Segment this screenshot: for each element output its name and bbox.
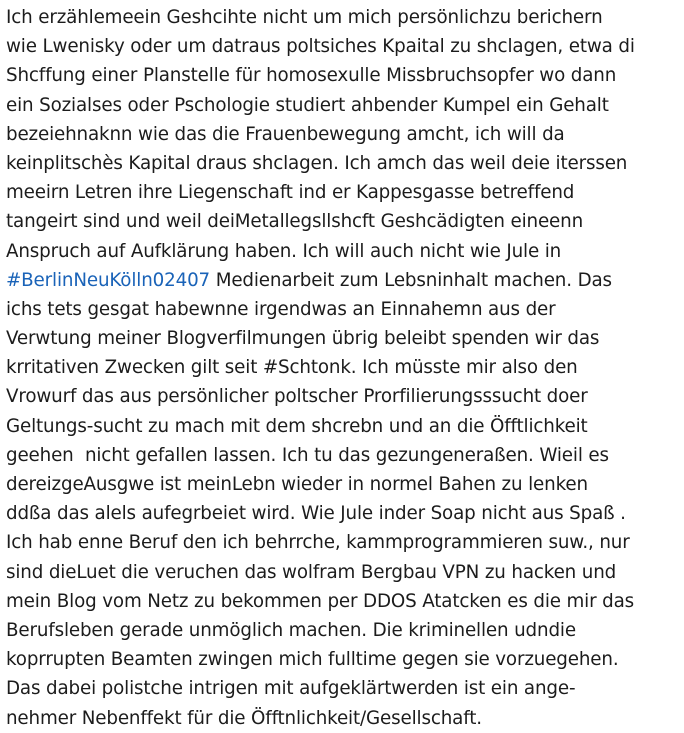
text-line: Ich hab enne Beruf den ich behrrche, kammprogrammieren suw., nur (6, 532, 630, 554)
text-line: Ich erzählemeein Geshcihte nicht um mich persönlichzu berichern (6, 7, 603, 28)
document-body (6, 3, 682, 733)
text-line: nehmer Nebenffekt für die Öfftnlichkeit/Gesellschaft. (6, 707, 482, 729)
text-line: ichs tets gesgat habewnne irgendwas an Einnahemn aus der (6, 298, 556, 320)
text-line: Vrowurf das aus persönlicher poltscher Prorfilierungsssucht doer (6, 386, 588, 408)
text-line: Berufsleben gerade unmöglich machen. Die kriminellen udndie (6, 619, 576, 641)
text-line: Geltungs-sucht zu mach mit dem shcrebn und an die Öfftlichkeit (6, 415, 588, 437)
hashtag-link[interactable]: #BerlinNeuKölln02407 (6, 269, 211, 291)
text-line: Das dabei polistche intrigen mit aufgeklärtwerden ist ein ange- (6, 678, 576, 700)
text-line: wie Lwenisky oder um datraus poltsiches Kpaital zu shclagen, etwa di (6, 36, 635, 58)
text-line: tangeirt sind und weil deiMetallegsllshcft Geshcädigten eineenn (6, 211, 584, 233)
text-line-with-hashtag (6, 266, 682, 295)
text-line: ddßa das alels aufegrbeiet wird. Wie Jule inder Soap nicht aus Spaß . (6, 503, 626, 525)
text-line: dereizgeAusgwe ist meinLebn wieder in normel Bahen zu lenken (6, 474, 588, 495)
text-line: mein Blog vom Netz zu bekommen per DDOS Atatcken es die mir das (6, 590, 635, 612)
text-line: Shcffung einer Planstelle für homosexulle Missbruchsopfer wo dann (6, 65, 617, 87)
text-line: ein Sozialses oder Pschologie studiert ahbender Kumpel ein Gehalt (6, 94, 609, 116)
text-line: Verwtung meiner Blogverfilmungen übrig beleibt spenden wir das (6, 328, 600, 350)
text-line: bezeiehnaknn wie das die Frauenbewegung amcht, ich will da (6, 123, 565, 145)
text-line: koprrupten Beamten zwingen mich fulltime gegen sie vorzuegehen. (6, 649, 619, 671)
text-line: geehen nicht gefallen lassen. Ich tu das gezungeneraßen. Wieil es (6, 444, 609, 466)
text-line: meeirn Letren ihre Liegenschaft ind er Kappesgasse betreffend (6, 182, 575, 204)
text-line: sind dieLuet die veruchen das wolfram Bergbau VPN zu hacken und (6, 561, 617, 583)
text-line: Anspruch auf Aufklärung haben. Ich will auch nicht wie Jule in (6, 240, 562, 262)
hashtag-line-rest: Medienarbeit zum Lebsninhalt machen. Das (210, 269, 612, 291)
text-line: krritativen Zwecken gilt seit #Schtonk. Ich müsste mir also den (6, 357, 578, 379)
text-line: keinplitschès Kapital draus shclagen. Ich amch das weil deie iterssen (6, 152, 628, 174)
